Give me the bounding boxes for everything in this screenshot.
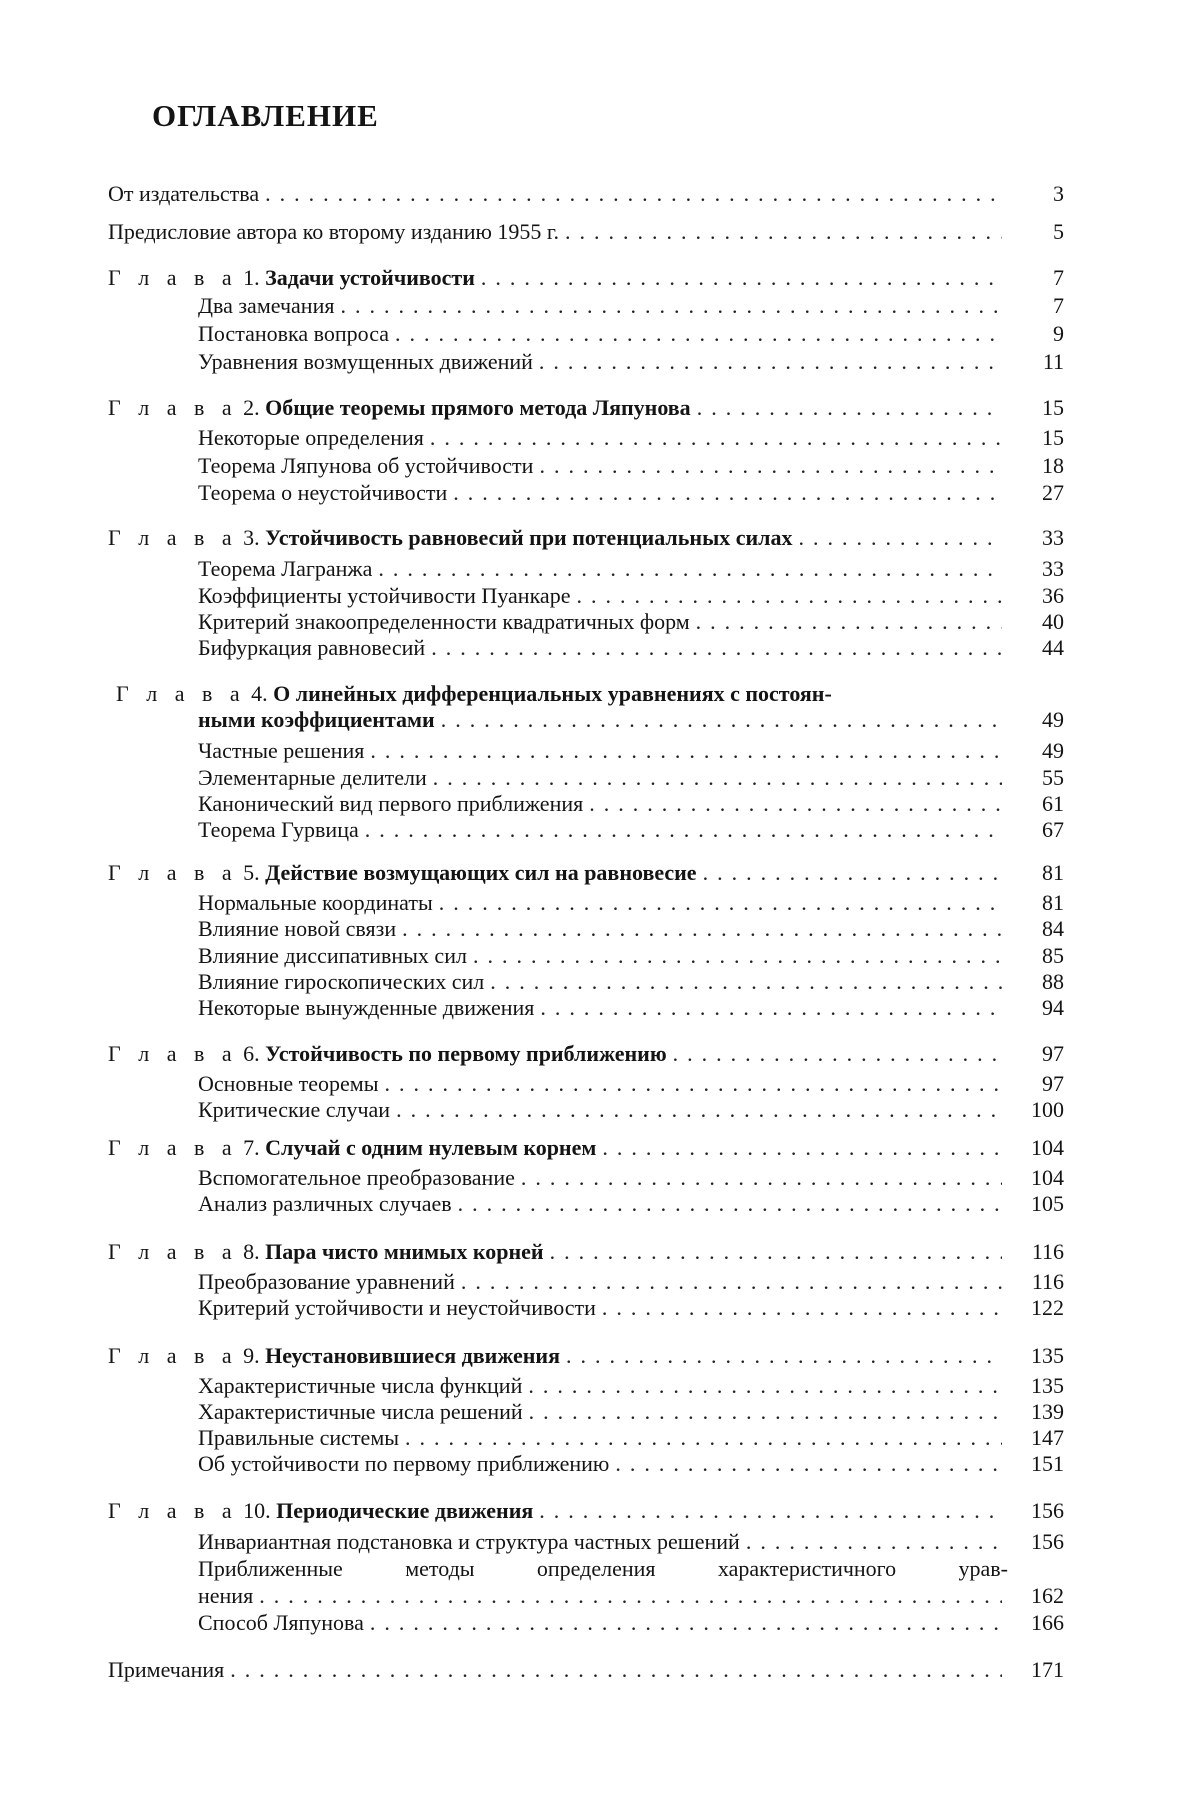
- toc-section: [198, 994, 1064, 1022]
- toc-section: [198, 424, 1064, 452]
- leader-dots: ...............................: [550, 1238, 1002, 1266]
- leader-dots: .......................................: [439, 889, 1002, 917]
- toc-section-label: Преобразование уравнений: [198, 1268, 455, 1296]
- toc-section-label: Некоторые вынужденные движения: [198, 994, 534, 1022]
- toc-chapter-1: [108, 264, 1064, 292]
- toc-chapter-5: [108, 859, 1064, 887]
- toc-section: [198, 1609, 1064, 1637]
- leader-dots: ....................: [703, 859, 1002, 887]
- toc-section: [198, 942, 1064, 970]
- toc-section-label: Теорема о неустойчивости: [198, 479, 447, 507]
- leader-dots: .................: [746, 1528, 1002, 1556]
- toc-page: [0, 0, 1200, 1803]
- leader-dots: ......................: [673, 1040, 1002, 1068]
- leader-dots: ...........................................: [378, 555, 1002, 583]
- leader-dots: .........................................: [396, 1096, 1002, 1124]
- toc-page-number: 61: [1008, 790, 1064, 818]
- toc-page-number: 156: [1008, 1528, 1064, 1556]
- chapter-number: 5.: [243, 860, 260, 885]
- leader-dots: ...................................................: [259, 1582, 1002, 1610]
- toc-section-label: Характеристичные числа функций: [198, 1372, 522, 1400]
- leader-dots: .............................................: [370, 1609, 1002, 1637]
- toc-section-label: Анализ различных случаев: [198, 1190, 452, 1218]
- toc-page-number: 9: [1008, 320, 1064, 348]
- leader-dots: .....................................: [458, 1190, 1002, 1218]
- toc-section: [198, 915, 1064, 943]
- toc-section: [198, 348, 1064, 376]
- toc-page-number: 139: [1008, 1398, 1064, 1426]
- leader-dots: .................................: [521, 1164, 1002, 1192]
- toc-entry-label: Предисловие автора ко второму изданию 1955 г.: [108, 218, 559, 246]
- chapter-title: Действие возмущающих сил на равновесие: [265, 860, 696, 885]
- leader-dots: ..............................: [576, 582, 1002, 610]
- toc-page-number: 15: [1008, 394, 1064, 422]
- toc-entry-preface: [108, 218, 1064, 246]
- chapter-number: 2.: [243, 395, 260, 420]
- toc-page-number: 11: [1008, 348, 1064, 376]
- toc-page-number: 116: [1008, 1268, 1064, 1296]
- toc-chapter-9: [108, 1342, 1064, 1370]
- leader-dots: ...............: [799, 524, 1002, 552]
- chapter-number: 3.: [243, 525, 260, 550]
- toc-page-number: 171: [1008, 1656, 1064, 1684]
- toc-section-label: Теорема Гурвица: [198, 816, 359, 844]
- toc-page-number: 116: [1008, 1238, 1064, 1266]
- toc-page-number: 44: [1008, 634, 1064, 662]
- toc-page-number: 33: [1008, 524, 1064, 552]
- chapter-prefix: Г л а в а: [108, 265, 238, 290]
- toc-section: [198, 1268, 1064, 1296]
- leader-dots: ....................................: [481, 264, 1002, 292]
- toc-page-number: 15: [1008, 424, 1064, 452]
- toc-page-number: 3: [1008, 180, 1064, 208]
- leader-dots: ................................: [539, 1497, 1002, 1525]
- toc-section: [198, 582, 1064, 610]
- chapter-title: Задачи устойчивости: [265, 265, 475, 290]
- toc-page-number: 5: [1008, 218, 1064, 246]
- toc-page-number: 81: [1008, 859, 1064, 887]
- leader-dots: ..............................: [602, 1134, 1002, 1162]
- toc-page-number: 151: [1008, 1450, 1064, 1478]
- chapter-number: 4.: [251, 681, 268, 706]
- leader-dots: ..............................: [565, 218, 1002, 246]
- toc-chapter-4-cont: [198, 706, 1064, 734]
- toc-chapter-7: [108, 1134, 1064, 1162]
- toc-section-label: Характеристичные числа решений: [198, 1398, 523, 1426]
- toc-page-number: 122: [1008, 1294, 1064, 1322]
- toc-section-label: Постановка вопроса: [198, 320, 389, 348]
- leader-dots: .............................................: [370, 737, 1002, 765]
- toc-section-label: Влияние новой связи: [198, 915, 396, 943]
- toc-section: [198, 1070, 1064, 1098]
- toc-section: [198, 1528, 1064, 1556]
- toc-section-label: Инвариантная подстановка и структура частных решений: [198, 1528, 740, 1556]
- toc-page-number: 135: [1008, 1372, 1064, 1400]
- toc-entry-label: Примечания: [108, 1656, 224, 1684]
- toc-page-number: 33: [1008, 555, 1064, 583]
- toc-page-number: 105: [1008, 1190, 1064, 1218]
- leader-dots: ..........................................: [384, 1070, 1002, 1098]
- chapter-title: Устойчивость по первому приближению: [265, 1041, 667, 1066]
- toc-page-number: 49: [1008, 737, 1064, 765]
- toc-page-number: 7: [1008, 264, 1064, 292]
- chapter-title: Общие теоремы прямого метода Ляпунова: [265, 395, 691, 420]
- toc-section: [198, 764, 1064, 792]
- leader-dots: ..........................: [615, 1450, 1002, 1478]
- toc-section: [198, 737, 1064, 765]
- toc-section: [198, 1164, 1064, 1192]
- chapter-prefix: Г л а в а: [108, 525, 238, 550]
- toc-section-label: Уравнения возмущенных движений: [198, 348, 533, 376]
- toc-section: [198, 320, 1064, 348]
- chapter-prefix: Г л а в а: [108, 860, 238, 885]
- toc-entry-label: От издательства: [108, 180, 259, 208]
- chapter-title: Периодические движения: [276, 1498, 533, 1523]
- leader-dots: .....................................: [461, 1268, 1002, 1296]
- leader-dots: .....................................: [453, 479, 1002, 507]
- toc-section-label: Теорема Ляпунова об устойчивости: [198, 452, 533, 480]
- toc-page-number: 55: [1008, 764, 1064, 792]
- leader-dots: ..............................: [589, 790, 1002, 818]
- leader-dots: .......................................: [433, 764, 1002, 792]
- leader-dots: ................................: [539, 348, 1002, 376]
- leader-dots: ................................: [529, 1398, 1002, 1426]
- toc-chapter-4: [116, 680, 996, 708]
- toc-page-number: 49: [1008, 706, 1064, 734]
- chapter-title: Пара чисто мнимых корней: [265, 1239, 543, 1264]
- chapter-prefix: Г л а в а: [108, 1135, 238, 1160]
- leader-dots: .............................................: [365, 816, 1002, 844]
- toc-page-number: 135: [1008, 1342, 1064, 1370]
- chapter-title: О линейных дифференциальных уравнениях с постоян-: [273, 681, 832, 706]
- chapter-title-cont: ными коэффициентами: [198, 706, 435, 734]
- toc-section: [198, 292, 1064, 320]
- leader-dots: .....................: [696, 608, 1002, 636]
- toc-page-number: 85: [1008, 942, 1064, 970]
- chapter-number: 8.: [243, 1239, 260, 1264]
- leader-dots: ..............................: [602, 1294, 1002, 1322]
- leader-dots: ..............................: [566, 1342, 1002, 1370]
- toc-section: [198, 1096, 1064, 1124]
- toc-page-number: 166: [1008, 1609, 1064, 1637]
- leader-dots: ..................................................: [265, 180, 1002, 208]
- leader-dots: .........................................: [405, 1424, 1002, 1452]
- toc-section-label: Об устойчивости по первому приближению: [198, 1450, 609, 1478]
- toc-page-number: 94: [1008, 994, 1064, 1022]
- toc-section: [198, 555, 1064, 583]
- toc-section: [198, 1450, 1064, 1478]
- toc-chapter-3: [108, 524, 1064, 552]
- chapter-number: 10.: [243, 1498, 271, 1523]
- toc-section: [198, 608, 1064, 636]
- toc-page-number: 18: [1008, 452, 1064, 480]
- toc-section-label: Влияние гироскопических сил: [198, 968, 484, 996]
- leader-dots: ...............................: [539, 452, 1002, 480]
- page-title: ОГЛАВЛЕНИЕ: [152, 98, 379, 134]
- leader-dots: ................................: [528, 1372, 1002, 1400]
- chapter-prefix: Г л а в а: [108, 395, 238, 420]
- chapter-prefix: Г л а в а: [108, 1041, 238, 1066]
- toc-section-label: Два замечания: [198, 292, 334, 320]
- toc-page-number: 156: [1008, 1497, 1064, 1525]
- toc-section: [198, 452, 1064, 480]
- chapter-number: 6.: [243, 1041, 260, 1066]
- toc-section-label-cont: нения: [198, 1582, 253, 1610]
- toc-section-label: Критерий знакоопределенности квадратичных форм: [198, 608, 690, 636]
- toc-section: [198, 1398, 1064, 1426]
- toc-entry-publisher: [108, 180, 1064, 208]
- toc-page-number: 84: [1008, 915, 1064, 943]
- toc-chapter-2: [108, 394, 1064, 422]
- toc-section: [198, 889, 1064, 917]
- toc-section: [198, 1294, 1064, 1322]
- toc-section: [198, 790, 1064, 818]
- toc-chapter-10: [108, 1497, 1064, 1525]
- toc-section-label: Правильные системы: [198, 1424, 399, 1452]
- leader-dots: .........................................: [395, 320, 1002, 348]
- toc-page-number: 81: [1008, 889, 1064, 917]
- toc-page-number: 100: [1008, 1096, 1064, 1124]
- chapter-number: 7.: [243, 1135, 260, 1160]
- toc-section-label: Критические случаи: [198, 1096, 390, 1124]
- toc-section-label: Бифуркация равновесий: [198, 634, 425, 662]
- toc-section: [198, 479, 1064, 507]
- toc-page-number: 67: [1008, 816, 1064, 844]
- toc-section-label: Основные теоремы: [198, 1070, 378, 1098]
- toc-section: [198, 1424, 1064, 1452]
- toc-page-number: 27: [1008, 479, 1064, 507]
- toc-page-number: 40: [1008, 608, 1064, 636]
- chapter-prefix: Г л а в а: [108, 1239, 238, 1264]
- toc-section-label: Некоторые определения: [198, 424, 424, 452]
- toc-chapter-8: [108, 1238, 1064, 1266]
- toc-page-number: 162: [1008, 1582, 1064, 1610]
- chapter-prefix: Г л а в а: [116, 681, 246, 706]
- toc-page-number: 97: [1008, 1040, 1064, 1068]
- toc-section: [198, 1190, 1064, 1218]
- chapter-title: Случай с одним нулевым корнем: [265, 1135, 596, 1160]
- toc-section-label: Коэффициенты устойчивости Пуанкаре: [198, 582, 570, 610]
- toc-section-label: Способ Ляпунова: [198, 1609, 364, 1637]
- toc-chapter-6: [108, 1040, 1064, 1068]
- leader-dots: ...............................: [540, 994, 1002, 1022]
- toc-page-number: 104: [1008, 1134, 1064, 1162]
- toc-section-label: Канонический вид первого приближения: [198, 790, 583, 818]
- toc-section-label: Частные решения: [198, 737, 364, 765]
- leader-dots: .....................: [697, 394, 1002, 422]
- leader-dots: .......................................: [430, 424, 1002, 452]
- leader-dots: ......................................: [441, 706, 1002, 734]
- toc-page-number: 88: [1008, 968, 1064, 996]
- chapter-title: Неустановившиеся движения: [265, 1343, 560, 1368]
- chapter-prefix: Г л а в а: [108, 1343, 238, 1368]
- toc-entry-notes: [108, 1656, 1064, 1684]
- toc-page-number: 97: [1008, 1070, 1064, 1098]
- toc-page-number: 7: [1008, 292, 1064, 320]
- chapter-title: Устойчивость равновесий при потенциальных силах: [265, 525, 792, 550]
- toc-section: [198, 634, 1064, 662]
- toc-section-multiline: Приближенные методы определения характеристичного урав-: [198, 1555, 1008, 1583]
- toc-section-label: Элементарные делители: [198, 764, 427, 792]
- leader-dots: .....................................................: [230, 1656, 1002, 1684]
- toc-page-number: 147: [1008, 1424, 1064, 1452]
- chapter-prefix: Г л а в а: [108, 1498, 238, 1523]
- chapter-number: 1.: [243, 265, 260, 290]
- toc-page-number: 36: [1008, 582, 1064, 610]
- toc-section-label: Критерий устойчивости и неустойчивости: [198, 1294, 596, 1322]
- toc-section-label: Нормальные координаты: [198, 889, 433, 917]
- toc-section-label: Влияние диссипативных сил: [198, 942, 467, 970]
- toc-page-number: 104: [1008, 1164, 1064, 1192]
- toc-section: [198, 1372, 1064, 1400]
- toc-section-cont: [198, 1582, 1064, 1610]
- toc-section: [198, 968, 1064, 996]
- leader-dots: .............................................: [340, 292, 1002, 320]
- toc-section-label: Вспомогательное преобразование: [198, 1164, 515, 1192]
- leader-dots: .....................................: [473, 942, 1002, 970]
- toc-section: [198, 816, 1064, 844]
- leader-dots: .........................................: [402, 915, 1002, 943]
- toc-section-label: Теорема Лагранжа: [198, 555, 372, 583]
- leader-dots: .......................................: [431, 634, 1002, 662]
- chapter-number: 9.: [243, 1343, 260, 1368]
- leader-dots: ...................................: [490, 968, 1002, 996]
